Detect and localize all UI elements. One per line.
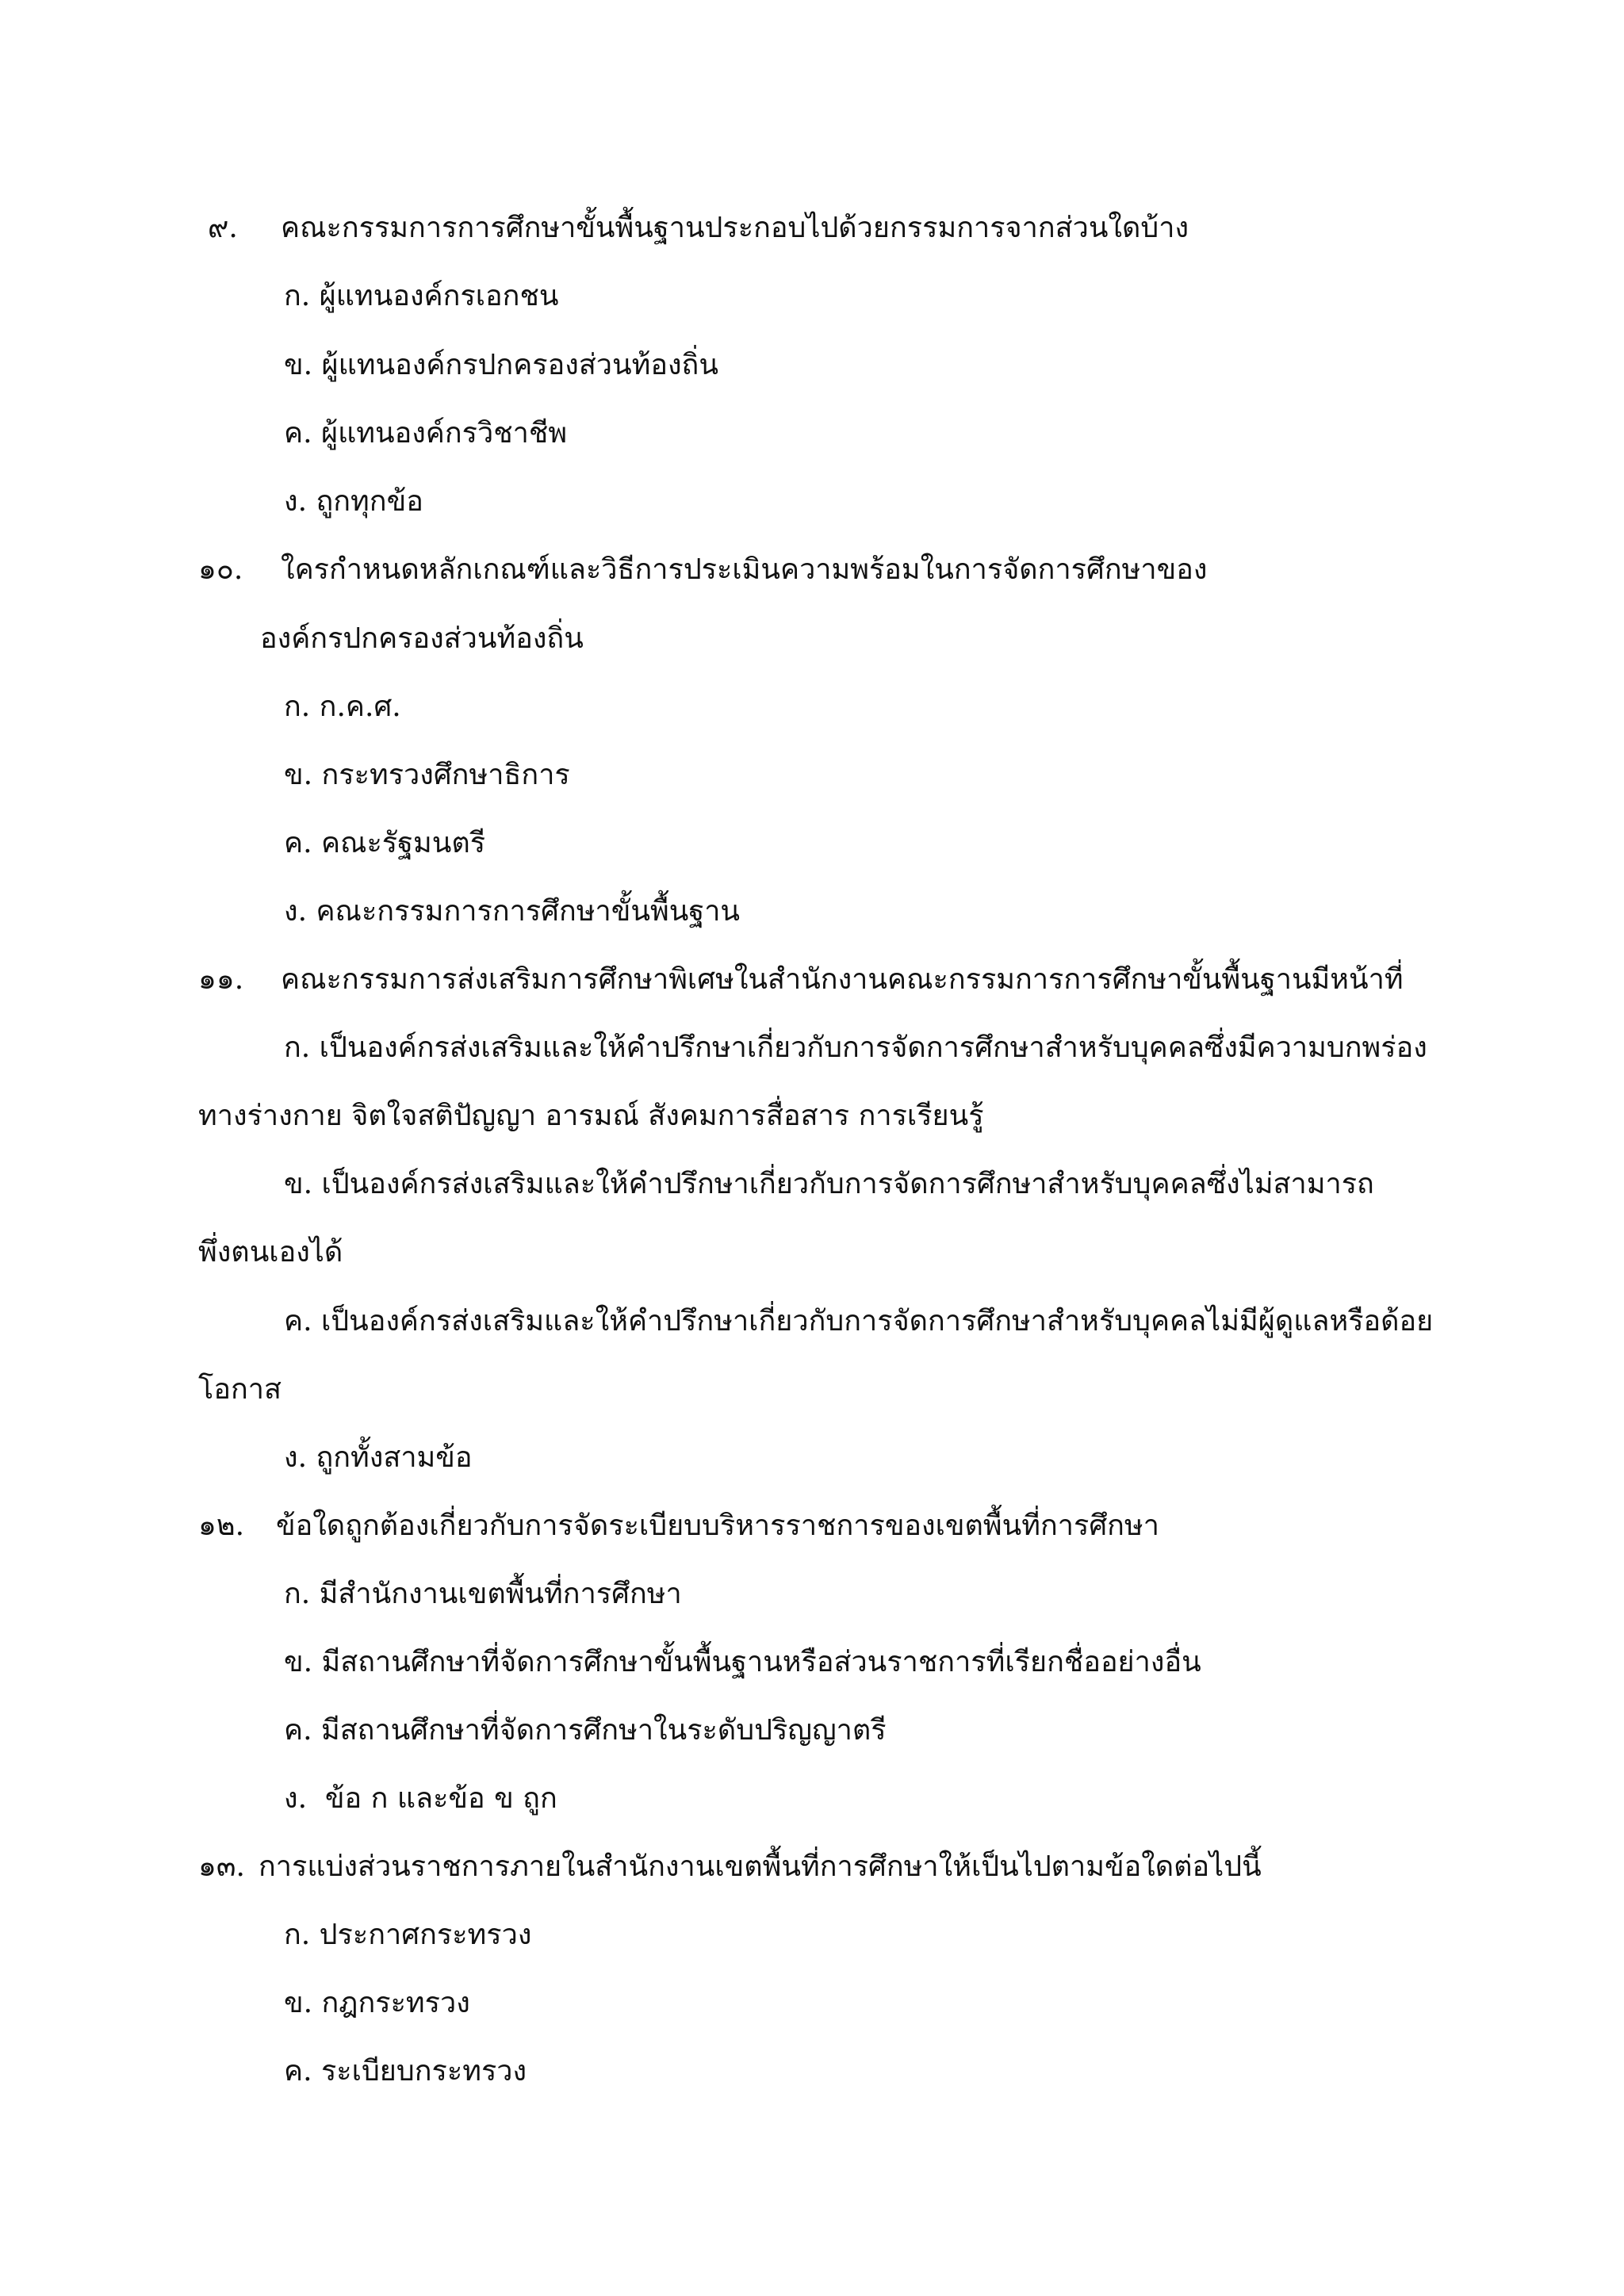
option: ก. ก.ค.ศ. bbox=[284, 691, 401, 723]
option: ง. ถูกทั้งสามข้อ bbox=[284, 1441, 473, 1474]
option: ค. คณะรัฐมนตรี bbox=[284, 827, 486, 859]
option: ก. เป็นองค์กรส่งเสริมและให้คำปรึกษาเกี่ยวกับการจัดการศึกษาสำหรับบุคคลซึ่งมีความบกพร่อง bbox=[284, 1031, 1427, 1064]
option-continued: โอกาส bbox=[198, 1373, 282, 1406]
option: ข. กฎกระทรวง bbox=[284, 1987, 470, 2019]
question-text: ใครกำหนดหลักเกณฑ์และวิธีการประเมินความพร้อมในการจัดการศึกษาของ bbox=[281, 553, 1208, 586]
question-text: ข้อใดถูกต้องเกี่ยวกับการจัดระเบียบบริหารราชการของเขตพื้นที่การศึกษา bbox=[276, 1510, 1159, 1542]
question-text: คณะกรรมการการศึกษาขั้นพื้นฐานประกอบไปด้วยกรรมการจากส่วนใดบ้าง bbox=[281, 212, 1189, 244]
option: ข. เป็นองค์กรส่งเสริมและให้คำปรึกษาเกี่ยวกับการจัดการศึกษาสำหรับบุคคลซึ่งไม่สามารถ bbox=[284, 1168, 1374, 1200]
option-continued: ทางร่างกาย จิตใจสติปัญญา อารมณ์ สังคมการสื่อสาร การเรียนรู้ bbox=[198, 1100, 984, 1132]
question-number: ๑๑. bbox=[198, 963, 244, 996]
option: ง. คณะกรรมการการศึกษาขั้นพื้นฐาน bbox=[284, 895, 741, 928]
option-continued: พึ่งตนเองได้ bbox=[198, 1236, 343, 1269]
option: ข. กระทรวงศึกษาธิการ bbox=[284, 759, 570, 791]
question-number: ๑๐. bbox=[198, 553, 243, 586]
option: ก. ประกาศกระทรวง bbox=[284, 1919, 532, 1951]
question-text: การแบ่งส่วนราชการภายในสำนักงานเขตพื้นที่การศึกษาให้เป็นไปตามข้อใดต่อไปนี้ bbox=[259, 1850, 1262, 1883]
question-number: ๑๒. bbox=[198, 1510, 245, 1542]
question-number: ๙. bbox=[208, 212, 238, 244]
option: ค. ผู้แทนองค์กรวิชาชีพ bbox=[284, 417, 568, 450]
option: ง. ข้อ ก และข้อ ข ถูก bbox=[284, 1782, 557, 1815]
option: ก. มีสำนักงานเขตพื้นที่การศึกษา bbox=[284, 1578, 682, 1610]
option: ง. ถูกทุกข้อ bbox=[284, 485, 423, 518]
option: ข. ผู้แทนองค์กรปกครองส่วนท้องถิ่น bbox=[284, 349, 718, 381]
option: ค. ระเบียบกระทรวง bbox=[284, 2055, 527, 2087]
question-text-continued: องค์กรปกครองส่วนท้องถิ่น bbox=[260, 622, 584, 655]
question-number: ๑๓. bbox=[198, 1850, 245, 1883]
question-text: คณะกรรมการส่งเสริมการศึกษาพิเศษในสำนักงานคณะกรรมการการศึกษาขั้นพื้นฐานมีหน้าที่ bbox=[281, 963, 1404, 996]
option: ก. ผู้แทนองค์กรเอกชน bbox=[284, 280, 559, 312]
option: ข. มีสถานศึกษาที่จัดการศึกษาขั้นพื้นฐานหรือส่วนราชการที่เรียกชื่ออย่างอื่น bbox=[284, 1646, 1201, 1678]
option: ค. เป็นองค์กรส่งเสริมและให้คำปรึกษาเกี่ยวกับการจัดการศึกษาสำหรับบุคคลไม่มีผู้ดูแลหรือด้อย bbox=[284, 1305, 1434, 1337]
option: ค. มีสถานศึกษาที่จัดการศึกษาในระดับปริญญาตรี bbox=[284, 1714, 887, 1747]
